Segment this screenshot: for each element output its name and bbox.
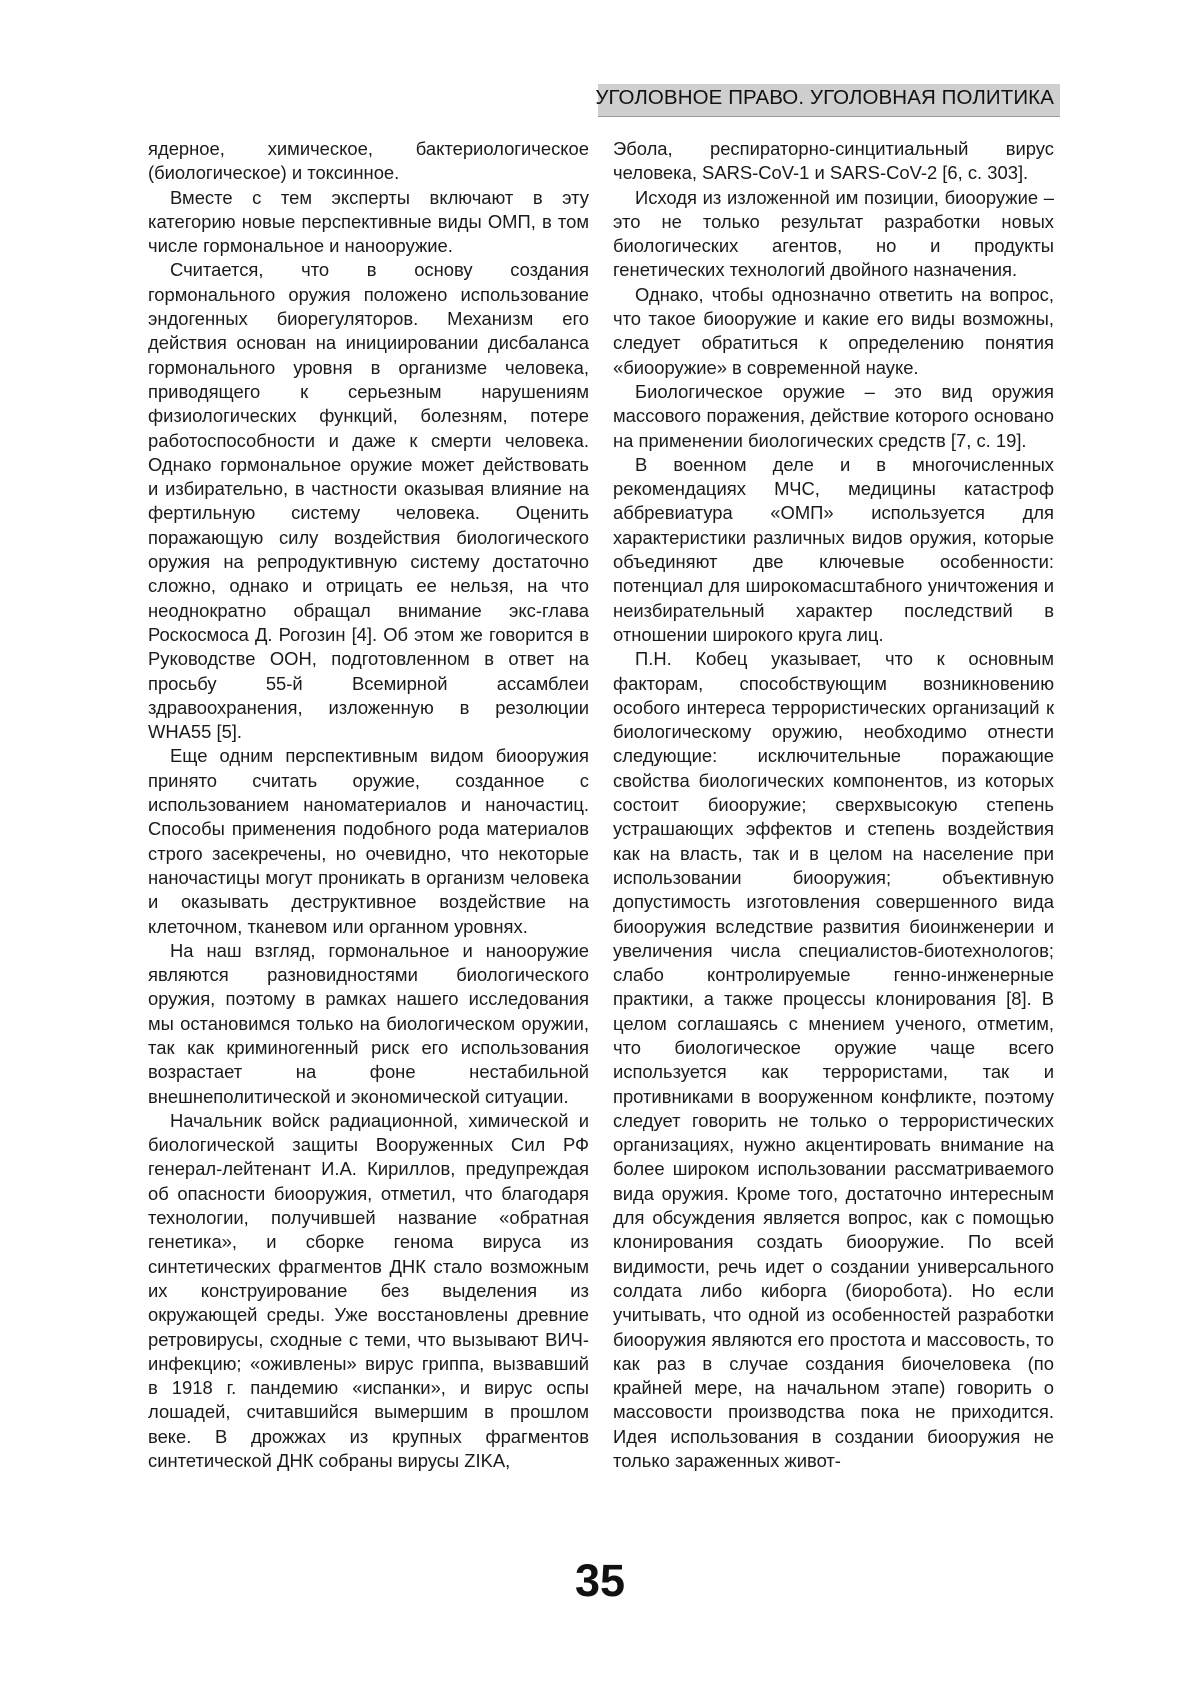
- paragraph: На наш взгляд, гормональное и нанооружие являются разновидностями биологического оружия, поэтому в рамках нашего исследования мы остановимся только на биологическом оружии, так как криминогенный риск его использования возрастает на фоне нестабильной внешнеполитической и экономической ситуации.: [148, 939, 589, 1107]
- left-column: [148, 137, 589, 1473]
- running-header: [595, 84, 1060, 117]
- paragraph: Однако, чтобы однозначно ответить на вопрос, что такое биооружие и какие его виды возможны, следует обратиться к определению понятия «биооружие» в современной науке.: [613, 283, 1054, 378]
- paragraph: Исходя из изложенной им позиции, биооружие – это не только результат разработки новых биологических агентов, но и продукты генетических технологий двойного назначения.: [613, 186, 1054, 281]
- paragraph: Начальник войск радиационной, химической и биологической защиты Вооруженных Сил РФ генерал-лейтенант И.А. Кириллов, предупреждая об опасности биооружия, отметил, что благодаря технологии, получившей название «обратная генетика», и сборке генома вируса из синтетических фрагментов ДНК стало возможным их конструирование без выделения из окружающей среды. Уже восстановлены древние ретровирусы, сходные с теми, что вызывают ВИЧ-инфекцию; «оживлены» вирус гриппа, вызвавший в 1918 г. пандемию «испанки», и вирус оспы лошадей, считавшийся вымершим в прошлом веке. В дрожжах из крупных фрагментов синтетической ДНК собраны вирусы ZIKA,: [148, 1109, 589, 1472]
- right-column: [613, 137, 1054, 1473]
- page-number: 35: [574, 1555, 626, 1606]
- paragraph: Считается, что в основу создания гормонального оружия положено использование эндогенных биорегуляторов. Механизм его действия основан на инициировании дисбаланса гормонального уровня в организме человека, приводящего к серьезным нарушениям физиологических функций, болезням, потере работоспособности и даже к смерти человека. Однако гормональное оружие может действовать и избирательно, в частности оказывая влияние на фертильную систему человека. Оценить поражающую силу воздействия биологического оружия на репродуктивную систему достаточно сложно, однако и отрицать ее нельзя, на что неоднократно обращал внимание экс-глава Роскосмоса Д. Рогозин [4]. Об этом же говорится в Руководстве ООН, подготовленном в ответ на просьбу 55-й Всемирной ассамблеи здравоохранения, изложенную в резолюции WHA55 [5].: [148, 259, 589, 743]
- paragraph: П.Н. Кобец указывает, что к основным факторам, способствующим возникновению особого интереса террористических организаций к биологическому оружию, необходимо отнести следующие: исключительные поражающие свойства биологических компонентов, из которых состоит биооружие; сверхвысокую степень устрашающих эффектов и степень воздействия как на власть, так и в целом на население при использовании биооружия; объективную допустимость изготовления совершенного вида биооружия вследствие развития биоинженерии и увеличения числа специалистов-биотехнологов; слабо контролируемые генно-инженерные практики, а также процессы клонирования [8]. В целом соглашаясь с мнением ученого, отметим, что биологическое оружие чаще всего используется как террористами, так и противниками в вооруженном конфликте, поэтому следует говорить не только о террористических организациях, нужно акцентировать внимание на более широком использовании рассматриваемого вида оружия. Кроме того, достаточно интересным для обсуждения является вопрос, как с помощью клонирования создать биооружие. По всей видимости, речь идет о создании универсального солдата либо киборга (биоробота). Но если учитывать, что одной из особенностей разработки биооружия являются его простота и массовость, то как раз в случае создания биочеловека (по крайней мере, на начальном этапе) говорить о массовости производства пока не приходится. Идея использования в создании биооружия не только зараженных живот-: [613, 648, 1054, 1472]
- section-title: УГОЛОВНОЕ ПРАВО. УГОЛОВНАЯ ПОЛИТИКА: [595, 86, 1054, 109]
- paragraph: Еще одним перспективным видом биооружия принято считать оружие, созданное с использованием наноматериалов и наночастиц. Способы применения подобного рода материалов строго засекречены, но очевидно, что некоторые наночастицы могут проникать в организм человека и оказывать деструктивное воздействие на клеточном, тканевом или органном уровнях.: [148, 745, 589, 937]
- paragraph: Эбола, респираторно-синцитиальный вирус человека, SARS-CoV-1 и SARS-CoV-2 [6, с. 303].: [613, 138, 1054, 184]
- paragraph: В военном деле и в многочисленных рекомендациях МЧС, медицины катастроф аббревиатура «ОМП» используется для характеристики различных видов оружия, которые объединяют две ключевые особенности: потенциал для широкомасштабного уничтожения и неизбирательный характер последствий в отношении широкого круга лиц.: [613, 453, 1054, 645]
- paragraph: Вместе с тем эксперты включают в эту категорию новые перспективные виды ОМП, в том числе гормональное и нанооружие.: [148, 186, 589, 257]
- paragraph: ядерное, химическое, бактериологическое (биологическое) и токсинное.: [148, 138, 589, 184]
- paragraph: Биологическое оружие – это вид оружия массового поражения, действие которого основано на применении биологических средств [7, с. 19].: [613, 380, 1054, 451]
